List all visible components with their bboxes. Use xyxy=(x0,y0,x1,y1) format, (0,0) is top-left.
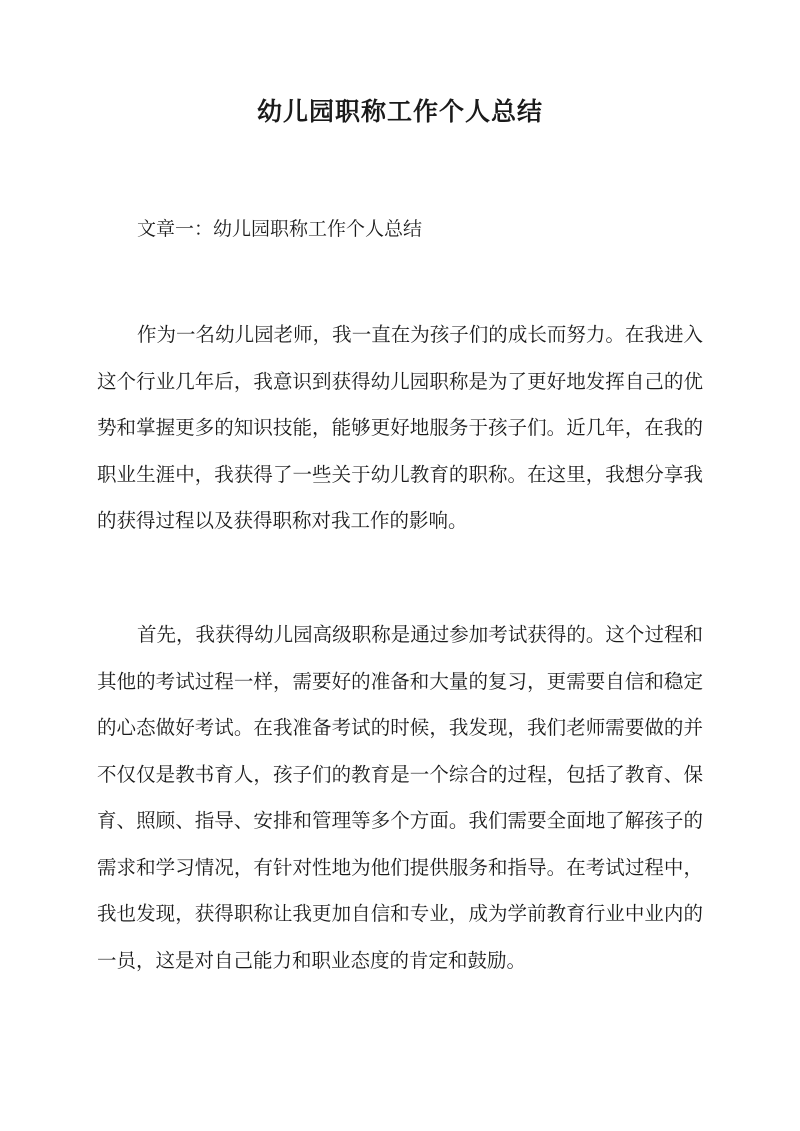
document-title: 幼儿园职称工作个人总结 xyxy=(256,97,543,126)
article-subtitle: 文章一：幼儿园职称工作个人总结 xyxy=(137,218,423,240)
body-paragraph-1: 作为一名幼儿园老师，我一直在为孩子们的成长而努力。在我进入这个行业几年后，我意识到获得幼儿园职称是为了更好地发挥自己的优势和掌握更多的知识技能，能够更好地服务于孩子们。近几年，在我的职业生涯中，我获得了一些关于幼儿教育的职称。在这里，我想分享我的获得过程以及获得职称对我工作的影响。 xyxy=(97,323,703,532)
body-paragraph-2: 首先，我获得幼儿园高级职称是通过参加考试获得的。这个过程和其他的考试过程一样，需要好的准备和大量的复习，更需要自信和稳定的心态做好考试。在我准备考试的时候，我发现，我们老师需要做的并不仅仅是教书育人，孩子们的教育是一个综合的过程，包括了教育、保育、照顾、指导、安排和管理等多个方面。我们需要全面地了解孩子的需求和学习情况，有针对性地为他们提供服务和指导。在考试过程中，我也发现，获得职称让我更加自信和专业，成为学前教育行业中业内的一员，这是对自己能力和职业态度的肯定和鼓励。 xyxy=(97,623,703,972)
